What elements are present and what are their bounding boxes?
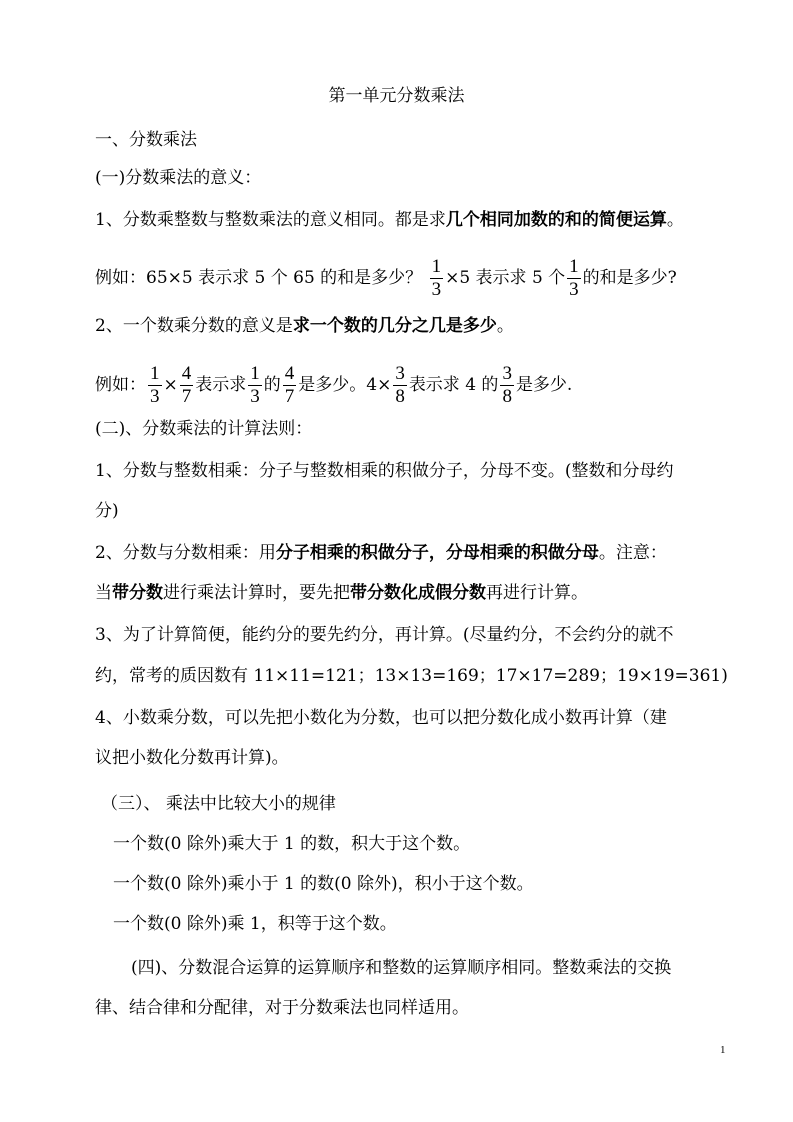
emphasis: 分子相乘的积做分子，分母相乘的积做分母 [275, 543, 599, 563]
text: 2、一个数乘分数的意义是 [95, 316, 293, 336]
text: 表示求 [195, 375, 247, 395]
subsection-4-line-1: (四)、分数混合运算的运算顺序和整数的运算顺序相同。整数乘法的交换 [131, 958, 672, 978]
rule-2-line-2 [95, 581, 588, 605]
text: 进行乘法计算时，要先把 [163, 583, 350, 603]
rule-2-line-1 [95, 541, 667, 565]
text: 2、分数与分数相乘：用 [95, 543, 276, 563]
fraction: $\frac{4}{7}$ [181, 363, 192, 407]
text: ×5 表示求 5 个 [445, 268, 566, 288]
subsection-heading: （三）、 乘法中比较大小的规律 [101, 794, 336, 814]
text: 的 [263, 375, 281, 395]
compare-rule-2: 一个数(0 除外)乘小于 1 的数(0 除外)，积小于这个数。 [113, 874, 534, 894]
text: × [163, 375, 178, 395]
page-number: 1 [720, 1044, 726, 1056]
rule-4-line-2: 议把小数化分数再计算)。 [95, 748, 289, 768]
rule-4-line-1: 4、小数乘分数，可以先把小数化为分数，也可以把分数化成小数再计算（建 [95, 708, 667, 728]
example-2 [95, 364, 572, 407]
emphasis: 带分数 [112, 583, 163, 603]
fraction: $\frac{1}{3}$ [569, 256, 579, 300]
rule-3-line-2: 约，常考的质因数有 11×11=121；13×13=169；17×17=289；19×19=361) [95, 666, 728, 686]
paragraph-meaning-1 [95, 208, 684, 232]
subsection-4-line-2: 律、结合律和分配律，对于分数乘法也同样适用。 [95, 998, 469, 1018]
fraction: $\frac{1}{3}$ [250, 363, 260, 407]
emphasis: 几个相同加数的和的简便运算 [445, 210, 667, 230]
text: 的和是多少? [582, 268, 677, 288]
subsection-heading: (二)、分数乘法的计算法则： [95, 419, 313, 439]
text: 例如：65×5 表示求 5 个 65 的和是多少？ [95, 268, 423, 288]
fraction: $\frac{4}{7}$ [284, 363, 295, 407]
subsection-heading: (一)分数乘法的意义： [95, 168, 262, 188]
text: 。 [496, 316, 514, 336]
fraction: $\frac{3}{8}$ [395, 363, 405, 407]
fraction: $\frac{3}{8}$ [502, 363, 512, 407]
text: 表示求 4 的 [408, 375, 499, 395]
fraction: $\frac{1}{3}$ [150, 363, 160, 407]
page-title: 第一单元分数乘法 [328, 86, 465, 106]
paragraph-meaning-2 [95, 314, 514, 338]
text: 再进行计算。 [486, 583, 588, 603]
section-heading: 一、分数乘法 [95, 130, 197, 150]
fraction: $\frac{1}{3}$ [431, 256, 442, 300]
rule-1-line-1: 1、分数与整数相乘：分子与整数相乘的积做分子，分母不变。(整数和分母约 [95, 461, 674, 481]
text: 。注意： [598, 543, 667, 563]
text: 是多少. [515, 375, 573, 395]
compare-rule-3: 一个数(0 除外)乘 1，积等于这个数。 [113, 914, 397, 934]
example-1 [95, 257, 677, 300]
emphasis: 求一个数的几分之几是多少 [292, 316, 497, 336]
rule-3-line-1: 3、为了计算简便，能约分的要先约分，再计算。(尽量约分，不会约分的就不 [95, 625, 674, 645]
text: 。 [666, 210, 684, 230]
emphasis: 带分数化成假分数 [350, 583, 486, 603]
text: 当 [95, 583, 112, 603]
rule-1-line-2: 分) [95, 501, 119, 521]
text: 例如： [95, 375, 146, 395]
compare-rule-1: 一个数(0 除外)乘大于 1 的数，积大于这个数。 [113, 834, 471, 854]
text: 是多少。4× [298, 375, 392, 395]
text: 1、分数乘整数与整数乘法的意义相同。都是求 [95, 210, 446, 230]
